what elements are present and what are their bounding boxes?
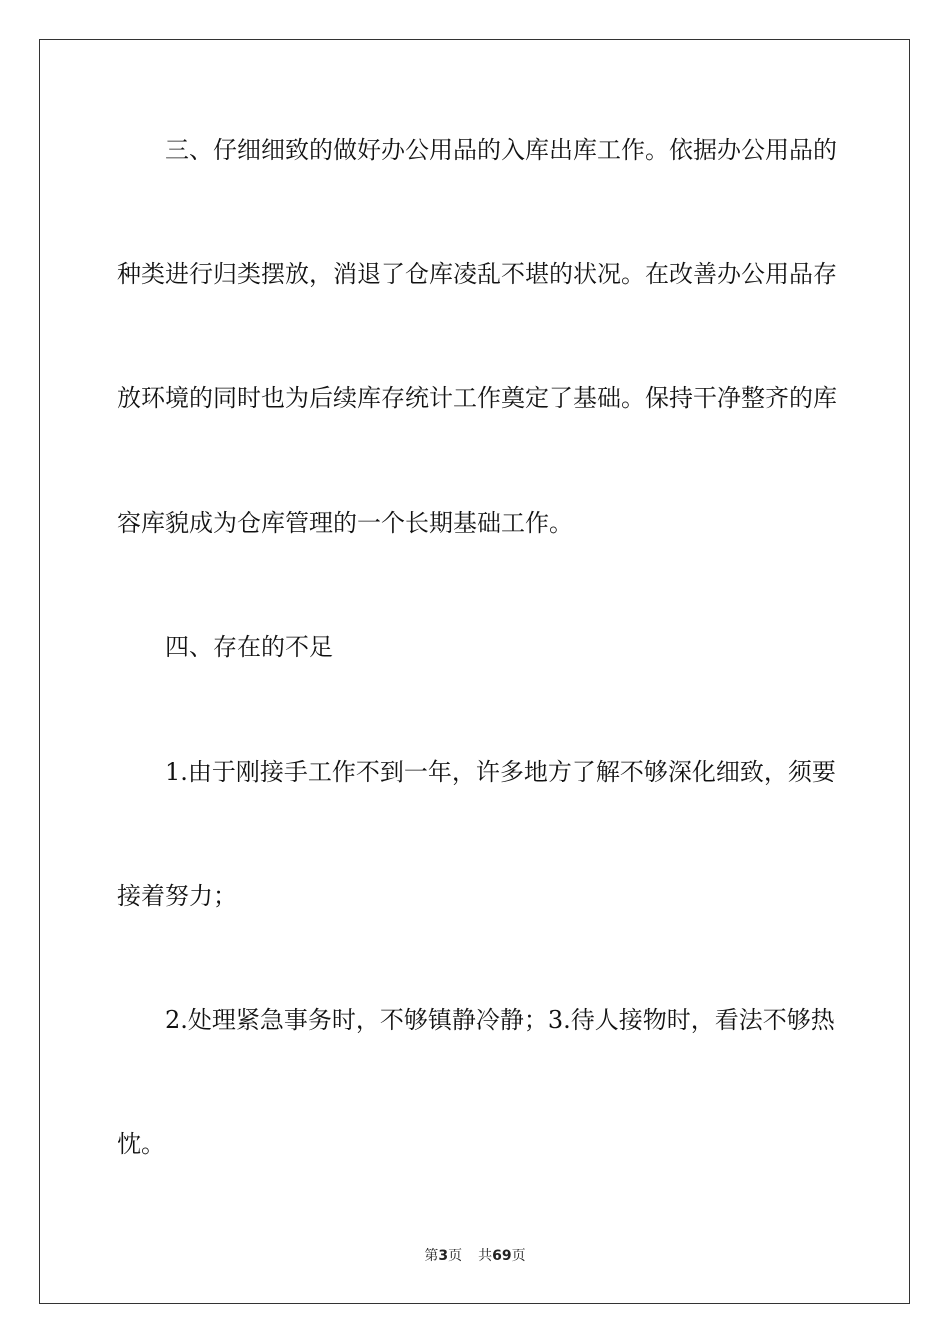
item-2-3-line-2: 忱。 [117,1130,165,1158]
page-footer [0,1246,950,1266]
item-2-3-line-1: 2.处理紧急事务时，不够镇静冷静；3.待人接物时，看法不够热 [165,1006,835,1034]
page-suffix: 页 [448,1248,463,1264]
item-1-line-1: 1.由于刚接手工作不到一年，许多地方了解不够深化细致，须要 [165,758,836,786]
page-prefix: 第 [424,1248,439,1264]
total-prefix: 共 [478,1248,493,1264]
paragraph-3-line-1: 三、仔细细致的做好办公用品的入库出库工作。依据办公用品的 [165,136,837,164]
page-number: 3 [438,1248,449,1264]
section-heading-shortcomings: 四、存在的不足 [165,633,333,661]
paragraph-3-line-3: 放环境的同时也为后续库存统计工作奠定了基础。保持干净整齐的库 [117,384,837,412]
total-pages: 69 [492,1248,512,1264]
item-1-line-2: 接着努力； [117,882,237,910]
paragraph-3-line-4: 容库貌成为仓库管理的一个长期基础工作。 [117,509,573,537]
page-border [39,39,910,1304]
paragraph-3-line-2: 种类进行归类摆放，消退了仓库凌乱不堪的状况。在改善办公用品存 [117,260,837,288]
total-suffix: 页 [511,1248,526,1264]
